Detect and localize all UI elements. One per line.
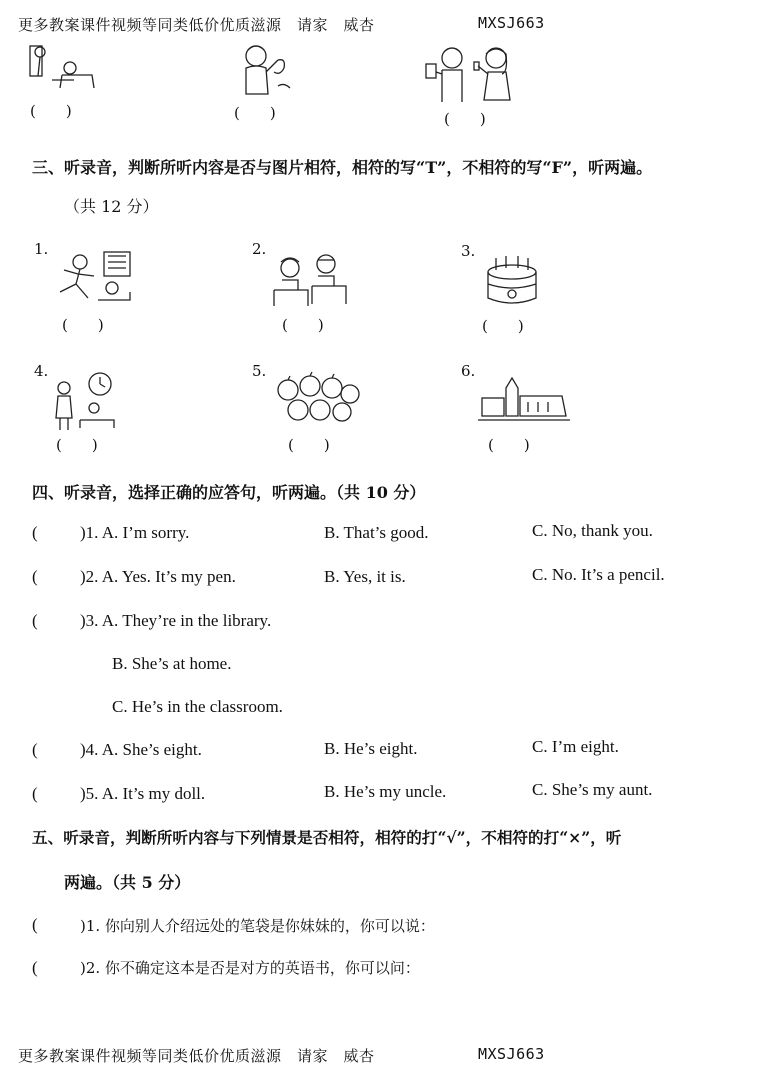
s4-q3-option-a: )3. A. They’re in the library. [80,611,272,630]
page-header [18,14,375,35]
s3-item-5-num: 5. [252,362,267,380]
page-footer: 更多教案课件视频等同类低价优质滋源 请家 威杏 [18,1047,375,1065]
s3-item-6-num: 6. [461,362,476,380]
top-paren-1[interactable]: ( ) [30,102,72,120]
s3-item-4-num: 4. [34,362,49,380]
s3-item-1-num: 1. [34,240,49,258]
s3-item-6-paren[interactable]: ( ) [488,436,530,454]
s4-q1-option-b: B. That’s good. [324,523,429,542]
top-picture-3 [418,42,518,104]
s4-q5-option-b: B. He’s my uncle. [324,782,447,801]
s4-q5-option-a: )5. A. It’s my doll. [80,784,206,803]
section5-title-line1: 五、听录音，判断所听内容与下列情景是否相符，相符的打“√”，不相符的打“×”，听 [32,828,622,847]
s3-item-2-num: 2. [252,240,267,258]
s3-item-4-paren[interactable]: ( ) [56,436,98,454]
picture-apples [272,374,362,426]
picture-birthday-cake [478,250,548,310]
s4-q1-paren[interactable]: ( [32,523,38,542]
s4-q4-option-c: C. I’m eight. [532,737,619,756]
header-text: 更多教案课件视频等同类低价优质滋源 请家 威杏 [18,16,375,34]
section3-title: 三、听录音，判断所听内容是否与图片相符，相符的写“T”，不相符的写“F”，听两遍。 [32,158,653,177]
s3-item-5-paren[interactable]: ( ) [288,436,330,454]
s4-q2-option-c: C. No. It’s a pencil. [532,565,665,584]
picture-two-kids-desk [268,250,352,308]
top-paren-3[interactable]: ( ) [444,110,486,128]
section5-title-line2: 两遍。（共 5 分） [64,873,191,892]
top-paren-2[interactable]: ( ) [234,104,276,122]
s5-q1-paren[interactable]: ( [32,915,38,934]
s3-item-3-num: 3. [461,242,476,260]
footer-code: MXSJ663 [478,1045,545,1063]
s5-q2-text: )2. 你不确定这本是否是对方的英语书，你可以问： [80,959,420,977]
section3-score: （共 12 分） [64,197,159,216]
picture-clock-family [48,370,120,432]
s4-q2-option-a: )2. A. Yes. It’s my pen. [80,567,236,586]
s5-q2-paren[interactable]: ( [32,958,38,977]
s3-item-3-paren[interactable]: ( ) [482,317,524,335]
picture-running-boy [50,248,134,308]
s4-q3-paren[interactable]: ( [32,611,38,630]
s4-q3-option-c: C. He’s in the classroom. [112,697,283,716]
header-code: MXSJ663 [478,14,545,32]
s3-item-2-paren[interactable]: ( ) [282,316,324,334]
s4-q4-option-a: )4. A. She’s eight. [80,740,202,759]
s3-item-1-paren[interactable]: ( ) [62,316,104,334]
s4-q3-option-b: B. She’s at home. [112,654,232,673]
s5-q1-text: )1. 你向别人介绍远处的笔袋是你妹妹的，你可以说： [80,917,435,935]
s4-q5-paren[interactable]: ( [32,784,38,803]
s4-q2-option-b: B. Yes, it is. [324,567,406,586]
s4-q5-option-c: C. She’s my aunt. [532,780,653,799]
s4-q4-paren[interactable]: ( [32,740,38,759]
s4-q1-option-c: C. No, thank you. [532,521,653,540]
s4-q2-paren[interactable]: ( [32,567,38,586]
section4-title: 四、听录音，选择正确的应答句，听两遍。（共 10 分） [32,483,426,502]
s4-q4-option-b: B. He’s eight. [324,739,418,758]
top-picture-1 [22,40,102,95]
top-picture-2 [234,38,304,98]
s4-q1-option-a: )1. A. I’m sorry. [80,523,190,542]
picture-town [478,376,570,428]
